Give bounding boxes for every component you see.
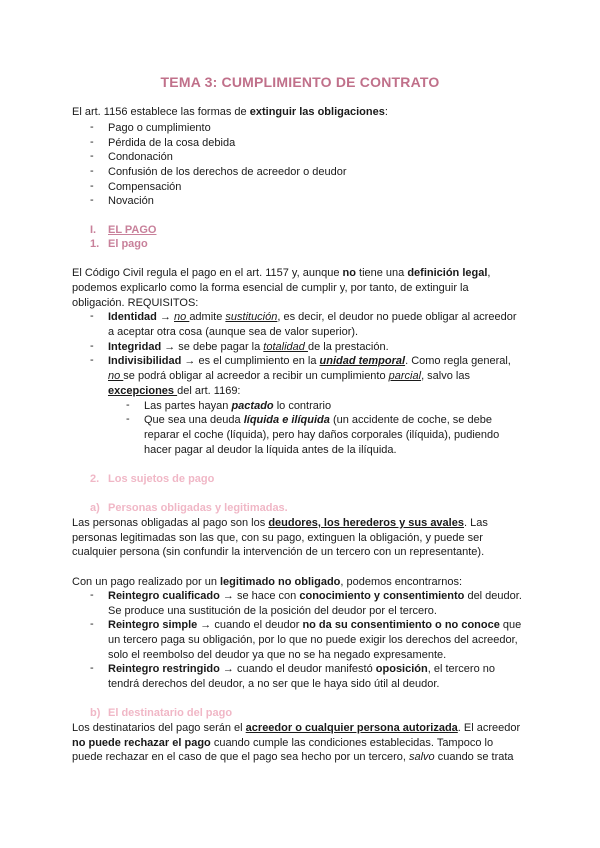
list-item: Confusión de los derechos de acreedor o deudor (108, 166, 347, 178)
subsubsection-heading: Personas obligadas y legitimadas. (108, 502, 288, 514)
exception-item: Las partes hayan pactado lo contrario (144, 400, 332, 412)
list-item: Pago o cumplimiento (108, 122, 211, 134)
paragraph-line: personas legitimadas son las que, con su pago, extinguen la obligación, y puede ser (72, 532, 483, 544)
intro-bold: extinguir las obligaciones (249, 106, 385, 118)
list-dash: - (90, 618, 94, 630)
subsection-heading: Los sujetos de pago (108, 473, 215, 485)
list-item: Compensación (108, 181, 182, 193)
list-item: Condonación (108, 151, 173, 163)
list-dash: - (90, 662, 94, 674)
paragraph-line: no se podrá obligar al acreedor a recibir un cumplimiento parcial, salvo las (108, 370, 470, 382)
list-dash: - (126, 399, 130, 411)
intro-colon: : (384, 106, 388, 118)
paragraph-line: podemos explicarlo como la forma esencial de cumplir y, por tanto, de extinguir la (72, 282, 469, 294)
section-heading: EL PAGO (108, 224, 157, 236)
subsubsection-letter: a) (90, 502, 100, 514)
paragraph-line: un tercero paga su obligación, por lo que no puede exigir los derechos del acreedor, (108, 634, 518, 646)
reintegro-simple: Reintegro simple → cuando el deudor no da su consentimiento o no conoce que (108, 619, 522, 631)
paragraph-line: hacer pagar al deudor la líquida antes de la ilíquida. (144, 444, 397, 456)
paragraph-line: excepciones del art. 1169: (108, 385, 241, 397)
list-dash: - (90, 150, 94, 162)
paragraph-line: solo el reembolso del deudor ya que no se ha negado expresamente. (108, 649, 447, 661)
paragraph-line: Se produce una sustitución de la posición del deudor por el tercero. (108, 605, 437, 617)
paragraph-line: Las personas obligadas al pago son los deudores, los herederos y sus avales. Las (72, 517, 488, 529)
section-number: I. (90, 224, 97, 236)
paragraph-line: Los destinatarios del pago serán el acreedor o cualquier persona autorizada. El acreedor (72, 722, 521, 734)
paragraph-line: tendrá derechos del deudor, a no ser que le haya sido útil al deudor. (108, 678, 440, 690)
subsection-number: 1. (90, 238, 100, 250)
subsection-heading: El pago (108, 238, 148, 250)
paragraph-line: obligación. REQUISITOS: (72, 297, 199, 309)
reintegro-restringido: Reintegro restringido → cuando el deudor manifestó oposición, el tercero no (108, 663, 495, 675)
list-item: Pérdida de la cosa debida (108, 137, 236, 149)
list-dash: - (90, 165, 94, 177)
requisite-identidad: Identidad → no admite sustitución, es decir, el deudor no puede obligar al acreedor (108, 311, 517, 323)
list-dash: - (90, 354, 94, 366)
list-dash: - (90, 121, 94, 133)
requisite-indivisibilidad: Indivisibilidad → es el cumplimiento en la unidad temporal. Como regla general, (108, 355, 511, 367)
reintegro-cualificado: Reintegro cualificado → se hace con conocimiento y consentimiento del deudor. (108, 590, 522, 602)
paragraph-line: cualquier persona (sin confundir la intervención de un tercero con un representante). (72, 546, 485, 558)
paragraph-line: a aceptar otra cosa (aunque sea de valor superior). (108, 326, 359, 338)
exception-item: Que sea una deuda líquida e ilíquida (un accidente de coche, se debe (144, 414, 492, 426)
list-dash: - (126, 413, 130, 425)
list-dash: - (90, 194, 94, 206)
list-dash: - (90, 180, 94, 192)
intro-paragraph (72, 105, 388, 119)
list-dash: - (90, 340, 94, 352)
intro-text: El art. 1156 establece las formas de (72, 106, 250, 118)
list-item: Novación (108, 195, 154, 207)
paragraph-line: El Código Civil regula el pago en el art. 1157 y, aunque no tiene una definición legal, (72, 267, 491, 279)
subsection-number: 2. (90, 473, 100, 485)
requisite-integridad: Integridad → se debe pagar la totalidad de la prestación. (108, 341, 389, 353)
paragraph-line: puede rechazar en el caso de que el pago sea hecho por un tercero, salvo cuando se trata (72, 751, 514, 763)
paragraph-line: no puede rechazar el pago cuando cumple las condiciones establecidas. Tampoco lo (72, 737, 494, 749)
list-dash: - (90, 136, 94, 148)
subsubsection-letter: b) (90, 707, 101, 719)
page-title: TEMA 3: CUMPLIMIENTO DE CONTRATO (160, 74, 440, 90)
subsubsection-heading: El destinatario del pago (108, 707, 233, 719)
list-dash: - (90, 310, 94, 322)
paragraph-line: reparar el coche (líquida), pero hay daños corporales (ilíquida), pudiendo (144, 429, 500, 441)
paragraph-line: Con un pago realizado por un legitimado no obligado, podemos encontrarnos: (72, 576, 463, 588)
list-dash: - (90, 589, 94, 601)
